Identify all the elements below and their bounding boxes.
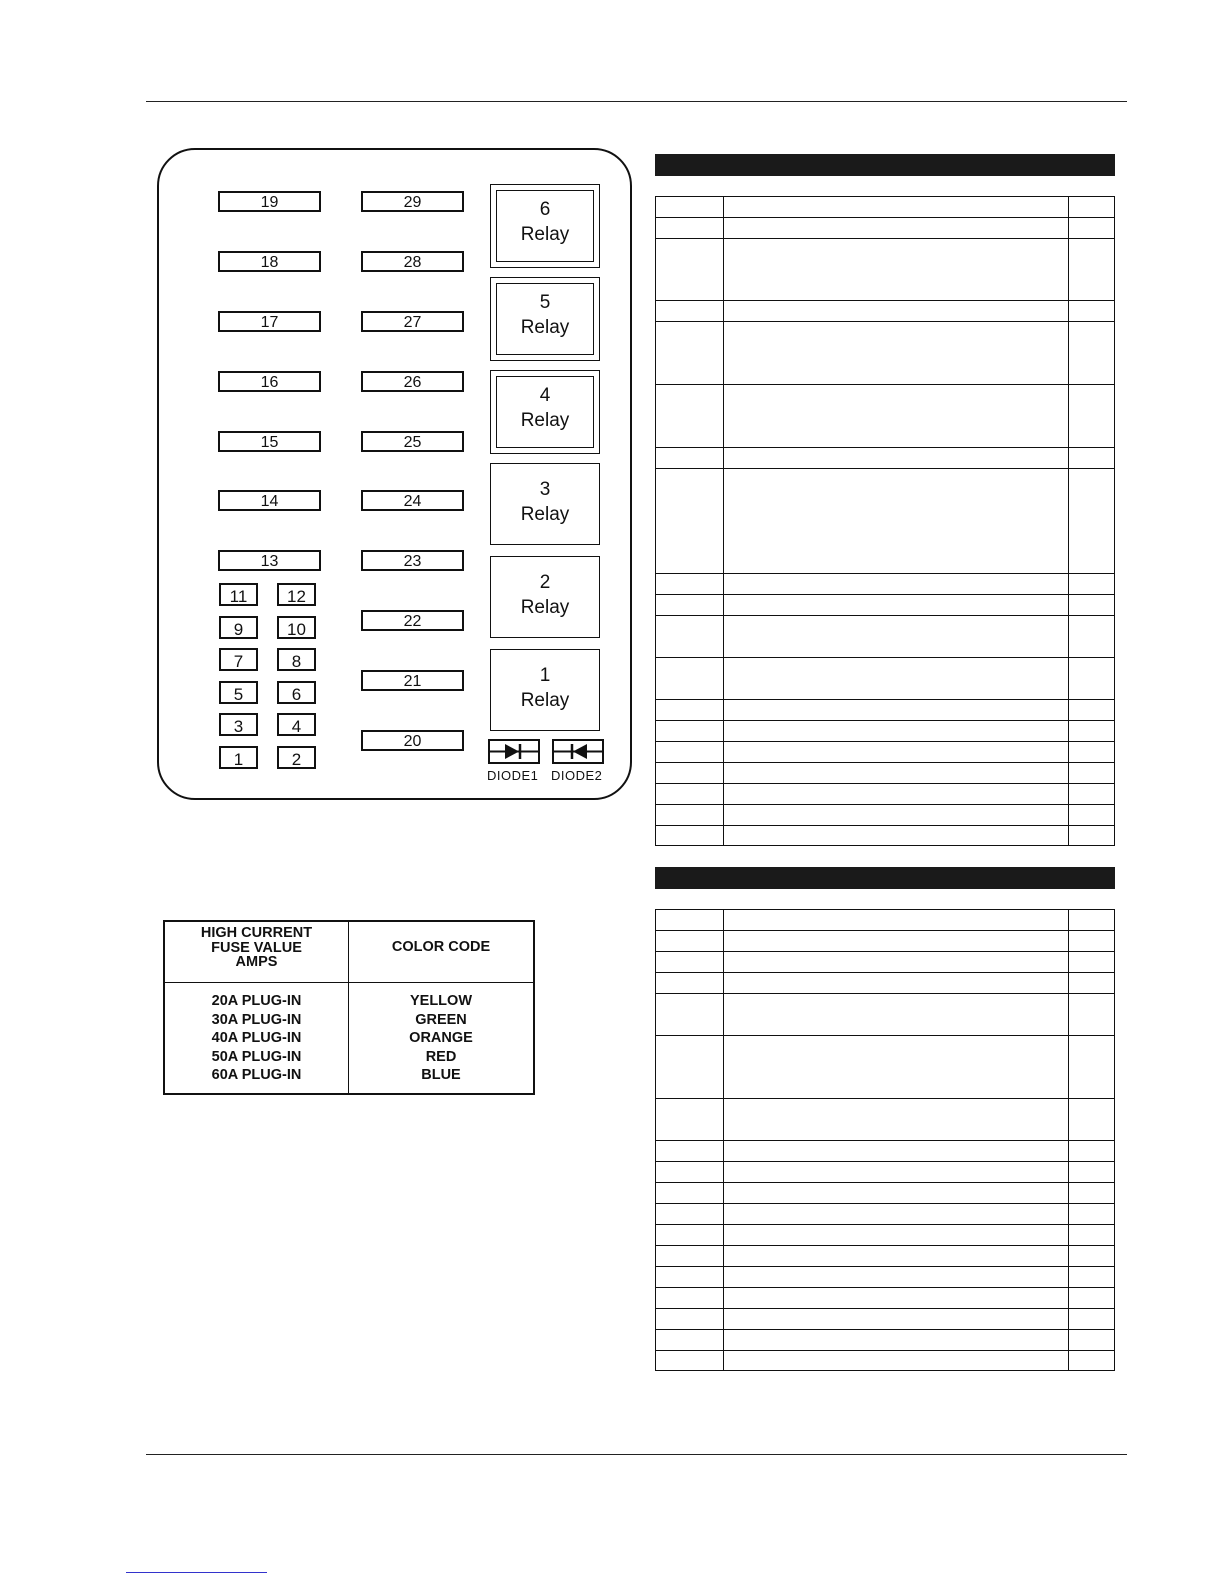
fuse-10: 10 <box>277 616 316 639</box>
fuse-assignment-table-1 <box>655 196 1115 846</box>
fuse-5: 5 <box>219 681 258 704</box>
diode-reverse-icon <box>554 741 602 762</box>
header-fuse-value: HIGH CURRENT FUSE VALUE AMPS <box>200 925 313 970</box>
fuse-14: 14 <box>218 490 321 511</box>
fuse-18: 18 <box>218 251 321 272</box>
relay-4 <box>490 370 600 454</box>
footer-link-underline <box>126 1572 267 1573</box>
fuse-26: 26 <box>361 371 464 392</box>
fuse-4: 4 <box>277 713 316 736</box>
relay-6 <box>490 184 600 268</box>
relay-5-label: Relay <box>520 317 570 338</box>
fuse-23: 23 <box>361 550 464 571</box>
fuse-2: 2 <box>277 746 316 769</box>
relay-3-label: Relay <box>520 504 570 525</box>
fuse-13: 13 <box>218 550 321 571</box>
relay-1-number: 1 <box>539 665 551 686</box>
relay-5 <box>490 277 600 361</box>
fuse-17: 17 <box>218 311 321 332</box>
relay-6-label: Relay <box>520 224 570 245</box>
fuse-22: 22 <box>361 610 464 631</box>
fuse-assignment-table-2 <box>655 909 1115 1371</box>
fuse-25: 25 <box>361 431 464 452</box>
fuse-16: 16 <box>218 371 321 392</box>
fuse-11: 11 <box>219 583 258 606</box>
table-1-title-bar <box>655 154 1115 176</box>
fuse-color-code-table <box>163 920 535 1095</box>
relay-2-label: Relay <box>520 597 570 618</box>
relay-4-number: 4 <box>539 385 551 406</box>
header-color-code: COLOR CODE <box>391 939 491 955</box>
fuse-9: 9 <box>219 616 258 639</box>
fuse-12: 12 <box>277 583 316 606</box>
fuse-27: 27 <box>361 311 464 332</box>
table-2-title-bar <box>655 867 1115 889</box>
fuse-3: 3 <box>219 713 258 736</box>
fuse-values-column: 20A PLUG-IN 30A PLUG-IN 40A PLUG-IN 50A PLUG-IN 60A PLUG-IN <box>211 993 302 1083</box>
relay-3 <box>490 463 600 545</box>
diode-1-label: DIODE1 <box>487 768 539 783</box>
header-rule <box>146 101 1127 102</box>
fuse-20: 20 <box>361 730 464 751</box>
diode-2-symbol <box>552 739 604 764</box>
relay-2 <box>490 556 600 638</box>
fuse-24: 24 <box>361 490 464 511</box>
fuse-7: 7 <box>219 648 258 671</box>
color-codes-column: YELLOW GREEN ORANGE RED BLUE <box>409 993 473 1083</box>
relay-4-label: Relay <box>520 410 570 431</box>
fuse-15: 15 <box>218 431 321 452</box>
diode-2-label: DIODE2 <box>551 768 603 783</box>
fuse-1: 1 <box>219 746 258 769</box>
relay-1 <box>490 649 600 731</box>
diode-1-symbol <box>488 739 540 764</box>
fuse-6: 6 <box>277 681 316 704</box>
fuse-19: 19 <box>218 191 321 212</box>
diode-forward-icon <box>490 741 538 762</box>
relay-3-number: 3 <box>539 479 551 500</box>
footer-rule <box>146 1454 1127 1455</box>
fuse-29: 29 <box>361 191 464 212</box>
relay-2-number: 2 <box>539 572 551 593</box>
relay-5-number: 5 <box>539 292 551 313</box>
relay-6-number: 6 <box>539 199 551 220</box>
fuse-28: 28 <box>361 251 464 272</box>
relay-1-label: Relay <box>520 690 570 711</box>
fuse-8: 8 <box>277 648 316 671</box>
fuse-21: 21 <box>361 670 464 691</box>
